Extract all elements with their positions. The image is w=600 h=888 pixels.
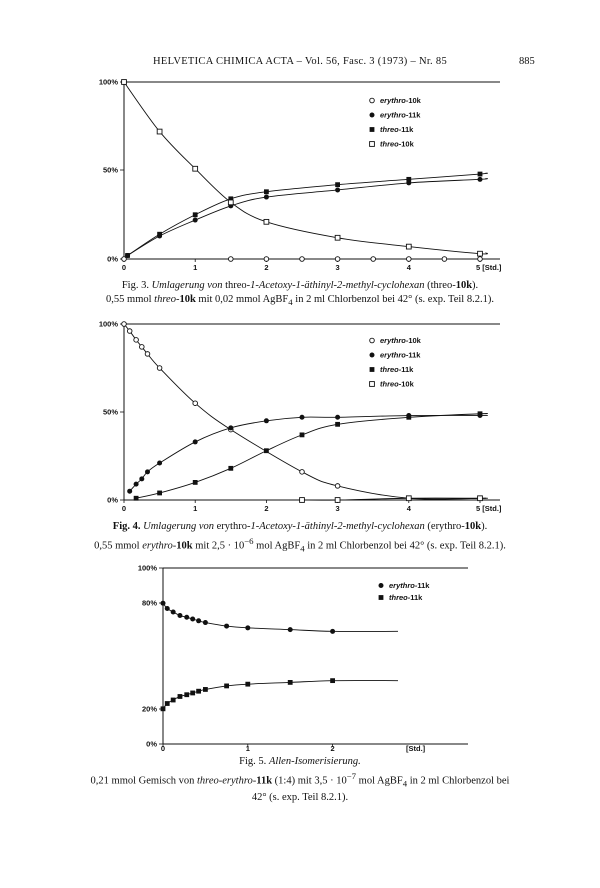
data-point-erythro-11k — [157, 461, 162, 466]
y-tick-label: 100% — [98, 77, 118, 87]
series-line-threo-10k — [124, 82, 487, 254]
series-line-erythro-11k — [128, 178, 488, 255]
data-point-threo-10k — [228, 200, 233, 205]
legend-label: erythro-11k — [389, 581, 430, 590]
legend-marker-filled-circle — [379, 583, 384, 588]
x-tick-label: 5 [Std.] — [476, 504, 502, 513]
data-point-threo-10k — [406, 244, 411, 249]
y-tick-label: 80% — [141, 598, 157, 608]
chart-3 — [99, 78, 502, 273]
x-tick-label: 4 — [406, 263, 411, 272]
y-tick-label: 50% — [102, 407, 118, 417]
data-point-threo-11k — [406, 177, 411, 182]
x-tick-label: 2 — [330, 744, 335, 753]
data-point-threo-11k — [125, 253, 130, 258]
series-line-threo-11k — [136, 413, 487, 498]
x-tick-label: 0 — [121, 504, 127, 513]
series-line-erythro-10k — [124, 324, 486, 499]
fig3-caption: Fig. 3. Umlagerung von threo-1-Acetoxy-1-äthinyl-2-methyl-cyclohexan (threo-10k). 0,55 mmol threo-10k mit 0,02 mmol AgBF$_4$ in 2 ml Chlorbenzol bei 42° (s. exp. Teil 8.2.1). — [106, 280, 494, 308]
data-point-erythro-10k — [478, 257, 483, 262]
legend-label: threo-10k — [380, 139, 414, 149]
data-point-erythro-10k — [229, 257, 234, 262]
data-point-threo-10k — [335, 498, 340, 503]
data-point-erythro-10k — [264, 257, 269, 262]
legend-label: erythro-10k — [380, 336, 421, 345]
data-point-threo-11k — [264, 189, 269, 194]
data-point-erythro-11k — [184, 615, 189, 620]
data-point-threo-11k — [406, 415, 411, 420]
data-point-threo-10k — [406, 496, 411, 501]
data-point-erythro-11k — [264, 195, 269, 200]
data-point-erythro-11k — [335, 187, 340, 192]
data-point-threo-11k — [300, 432, 305, 437]
data-point-threo-11k — [161, 706, 166, 711]
data-point-threo-11k — [478, 172, 483, 177]
x-tick-label: 1 — [193, 504, 198, 513]
x-tick-label: 1 — [193, 263, 198, 272]
data-point-erythro-11k — [134, 482, 139, 487]
y-tick-label: 0% — [107, 495, 118, 505]
series-line-erythro-11k — [130, 415, 488, 491]
legend-marker-filled-square — [379, 595, 384, 600]
data-point-erythro-10k — [300, 257, 305, 262]
data-point-erythro-11k — [127, 489, 132, 494]
data-point-erythro-10k — [193, 401, 198, 406]
data-point-threo-11k — [165, 701, 170, 706]
data-point-threo-11k — [478, 411, 483, 416]
y-tick-label: 100% — [98, 319, 118, 329]
legend-marker-filled-square — [370, 367, 375, 372]
data-point-erythro-11k — [288, 627, 293, 632]
data-point-erythro-10k — [127, 329, 132, 334]
data-point-erythro-10k — [300, 470, 305, 475]
journal-header: HELVETICA CHIMICA ACTA – Vol. 56, Fasc. 3 (1973) – Nr. 85 — [152, 56, 448, 67]
data-point-threo-11k — [157, 491, 162, 496]
legend-label: threo-11k — [380, 365, 414, 374]
data-point-threo-11k — [330, 678, 335, 683]
data-point-erythro-11k — [224, 624, 229, 629]
data-point-threo-11k — [224, 684, 229, 689]
data-point-threo-11k — [178, 694, 183, 699]
x-tick-label: 0 — [160, 744, 166, 753]
data-point-threo-11k — [335, 182, 340, 187]
x-tick-label: [Std.] — [406, 744, 426, 753]
legend-label: erythro-10k — [380, 96, 421, 105]
data-point-threo-10k — [335, 235, 340, 240]
x-tick-label: 0 — [121, 263, 127, 272]
data-point-erythro-10k — [145, 352, 150, 357]
y-tick-label: 0% — [107, 254, 118, 264]
legend-marker-open-circle — [370, 98, 375, 103]
data-point-erythro-10k — [335, 257, 340, 262]
legend-label: erythro-11k — [380, 350, 421, 360]
chart-4 — [99, 320, 502, 514]
data-point-threo-11k — [228, 466, 233, 471]
y-tick-label: 100% — [137, 563, 157, 573]
data-point-threo-10k — [193, 166, 198, 171]
data-point-threo-11k — [193, 212, 198, 217]
data-point-threo-10k — [122, 80, 127, 85]
x-tick-label: 2 — [264, 504, 269, 513]
data-point-erythro-11k — [203, 620, 208, 625]
data-point-erythro-10k — [442, 257, 447, 262]
x-tick-label: 2 — [264, 263, 269, 272]
data-point-erythro-11k — [196, 618, 201, 623]
data-point-erythro-10k — [371, 257, 376, 262]
x-tick-label: 3 — [335, 263, 340, 272]
fig5-caption: Fig. 5. Allen-Isomerisierung. 0,21 mmol Gemisch von threo-erythro-11k (1:4) mit $3,5 \cdot 10^{-7}$ mol AgBF$_4$ in 2 ml Chlorbenzol bei 42° (s. exp. Teil 8.2.1). — [90, 756, 510, 803]
series-line-erythro-11k — [163, 603, 398, 631]
data-point-erythro-11k — [264, 418, 269, 423]
data-point-erythro-10k — [140, 345, 145, 350]
page-number: 885 — [519, 56, 535, 67]
data-point-threo-11k — [171, 698, 176, 703]
data-point-threo-10k — [478, 251, 483, 256]
legend-marker-open-square — [370, 382, 375, 387]
y-tick-label: 50% — [102, 165, 118, 175]
data-point-erythro-11k — [335, 415, 340, 420]
x-tick-label: 4 — [406, 504, 411, 513]
data-point-erythro-10k — [407, 257, 412, 262]
data-point-erythro-11k — [300, 415, 305, 420]
data-point-threo-11k — [134, 496, 139, 501]
data-point-threo-11k — [190, 691, 195, 696]
data-point-erythro-11k — [139, 476, 144, 481]
y-tick-label: 0% — [146, 739, 157, 749]
data-point-erythro-11k — [161, 601, 166, 606]
legend-marker-open-square — [370, 142, 375, 147]
data-point-erythro-10k — [335, 484, 340, 489]
data-point-threo-10k — [478, 496, 483, 501]
data-point-erythro-10k — [157, 366, 162, 371]
legend-marker-open-circle — [370, 338, 375, 343]
data-point-erythro-11k — [193, 439, 198, 444]
series-line-threo-11k — [163, 681, 398, 709]
data-point-erythro-11k — [145, 469, 150, 474]
fig4-caption: Fig. 4. Umlagerung von erythro-1-Acetoxy-1-äthinyl-2-methyl-cyclohexan (erythro-10k). 0,55 mmol erythro-10k mit $2,5 \cdot 10^{-6}$ mol AgBF$_4$ in 2 ml Chlorbenzol bei 42° (s. exp. Teil 8.2.1). — [94, 521, 506, 554]
data-point-erythro-11k — [190, 617, 195, 622]
x-tick-label: 1 — [245, 744, 250, 753]
data-point-threo-10k — [300, 498, 305, 503]
data-point-erythro-11k — [330, 629, 335, 634]
legend-marker-filled-square — [370, 127, 375, 132]
y-tick-label: 20% — [141, 704, 157, 714]
legend-label: threo-11k — [389, 593, 423, 602]
data-point-erythro-10k — [122, 322, 127, 327]
x-tick-label: 5 [Std.] — [476, 263, 502, 272]
data-point-threo-11k — [288, 680, 293, 685]
data-point-erythro-11k — [228, 425, 233, 430]
data-point-erythro-11k — [171, 610, 176, 615]
legend-label: threo-10k — [380, 379, 414, 389]
data-point-threo-11k — [196, 689, 201, 694]
data-point-threo-11k — [157, 232, 162, 237]
data-point-threo-11k — [335, 422, 340, 427]
data-point-erythro-11k — [193, 218, 198, 223]
legend-label: threo-11k — [380, 125, 414, 134]
data-point-threo-11k — [245, 682, 250, 687]
data-point-erythro-11k — [165, 606, 170, 611]
legend-label: erythro-11k — [380, 110, 421, 120]
data-point-erythro-10k — [134, 338, 139, 343]
data-point-threo-11k — [264, 448, 269, 453]
x-tick-label: 3 — [335, 504, 340, 513]
data-point-threo-10k — [157, 129, 162, 134]
data-point-erythro-11k — [177, 613, 182, 618]
data-point-erythro-11k — [478, 177, 483, 182]
legend-marker-filled-circle — [370, 113, 375, 118]
legend-marker-filled-circle — [370, 353, 375, 358]
series-line-threo-11k — [128, 173, 488, 255]
data-point-threo-11k — [193, 480, 198, 485]
data-point-threo-10k — [264, 219, 269, 224]
data-point-threo-11k — [203, 687, 208, 692]
chart-5 — [138, 564, 468, 754]
data-point-erythro-11k — [245, 625, 250, 630]
data-point-threo-11k — [184, 692, 189, 697]
